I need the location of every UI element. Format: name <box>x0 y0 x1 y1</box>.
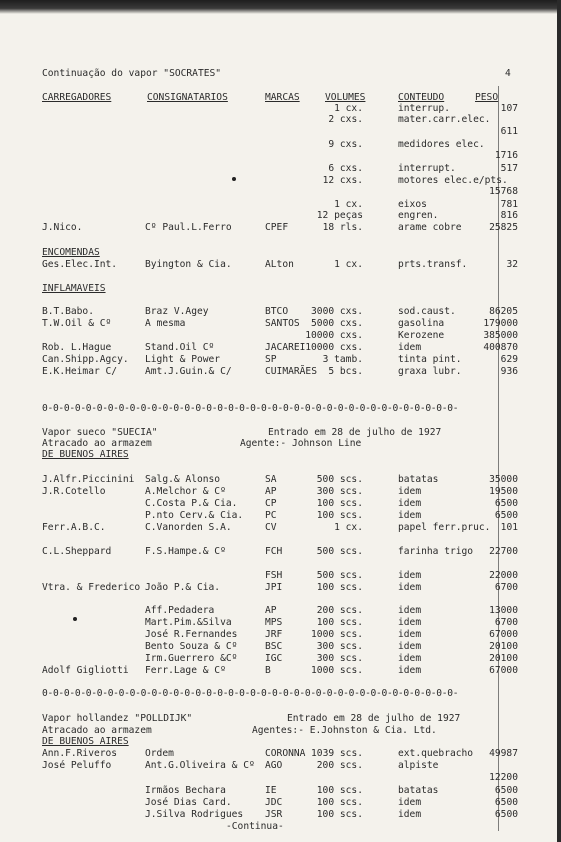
cargo-row-weight: 936 <box>500 366 518 377</box>
cargo-row-weight: 22700 <box>489 546 518 557</box>
vessel-origin: DE BUENOS AIRES <box>42 736 129 747</box>
cargo-row-weight: 86205 <box>489 306 518 317</box>
cargo-row-volume: 300 scs. <box>316 653 363 664</box>
cargo-row-shipper: E.K.Heimar C/ <box>42 366 118 377</box>
cargo-row-volume: 500 scs. <box>316 570 363 581</box>
cargo-row-mark: AGO <box>265 760 283 771</box>
cargo-row-weight: 22000 <box>489 570 518 581</box>
cargo-row-consignee: Amt.J.Guin.& C/ <box>145 366 232 377</box>
column-header: CONTEUDO <box>398 92 445 103</box>
page-number: 4 <box>505 68 511 79</box>
cargo-row-weight: 6500 <box>494 809 518 820</box>
cargo-row-volume: 1 cx. <box>334 522 363 533</box>
separator-line: 0-0-0-0-0-0-0-0-0-0-0-0-0-0-0-0-0-0-0-0-0-0-0-0-0-0-0-0-0-0-0-0-0-0-0-0-0-0- <box>42 403 459 414</box>
cargo-row-volume: 5000 cxs. <box>311 318 363 329</box>
cargo-row-weight: 12200 <box>489 772 518 783</box>
cargo-row-consignee: Bento Souza & Cº <box>145 641 238 652</box>
section-heading: ENCOMENDAS <box>42 247 100 258</box>
cargo-row-volume: 1000 scs. <box>311 629 363 640</box>
cargo-row-volume: 9 cxs. <box>328 139 363 150</box>
cargo-row-weight: 20100 <box>489 641 518 652</box>
cargo-row-mark: FSH <box>265 570 283 581</box>
cargo-row-consignee: C.Vanorden S.A. <box>145 522 232 533</box>
cargo-row-consignee: A mesma <box>145 318 186 329</box>
cargo-row-weight: 49987 <box>489 748 518 759</box>
cargo-row-weight: 385000 <box>483 330 518 341</box>
cargo-row-shipper: Vtra. & Frederico <box>42 582 141 593</box>
cargo-row-mark: CP <box>265 498 277 509</box>
cargo-row-volume: 500 scs. <box>316 474 363 485</box>
cargo-row-weight: 101 <box>500 522 518 533</box>
cargo-row-content: idem <box>398 809 422 820</box>
cargo-row-shipper: Rob. L.Hague <box>42 342 112 353</box>
vessel-entry-date: Entrado em 28 de julho de 1927 <box>287 713 461 724</box>
cargo-row-mark: IE <box>265 785 277 796</box>
cargo-row-content: idem <box>398 498 422 509</box>
column-header: VOLUMES <box>325 92 366 103</box>
cargo-row-mark: CORONNA <box>265 748 306 759</box>
cargo-row-weight: 517 <box>500 163 518 174</box>
cargo-row-weight: 816 <box>500 210 518 221</box>
cargo-row-content: mater.carr.elec. <box>398 114 491 125</box>
ink-spot <box>232 177 236 181</box>
cargo-row-weight: 19500 <box>489 486 518 497</box>
cargo-row-volume: 10000 cxs. <box>305 330 363 341</box>
vessel-agent: Agentes:- E.Johnston & Cia. Ltd. <box>252 725 437 736</box>
cargo-row-shipper: Ges.Elec.Int. <box>42 259 118 270</box>
cargo-row-volume: 3000 cxs. <box>311 306 363 317</box>
cargo-row-content: Kerozene <box>398 330 445 341</box>
cargo-row-mark: BSC <box>265 641 283 652</box>
cargo-row-weight: 67000 <box>489 629 518 640</box>
cargo-row-content: idem <box>398 797 422 808</box>
cargo-row-volume: 100 scs. <box>316 510 363 521</box>
cargo-row-volume: 100 scs. <box>316 785 363 796</box>
cargo-row-volume: 100 scs. <box>316 582 363 593</box>
cargo-row-mark: B <box>265 665 271 676</box>
cargo-row-shipper: C.L.Sheppard <box>42 546 112 557</box>
cargo-row-volume: 1 cx. <box>334 103 363 114</box>
cargo-row-consignee: Stand.Oil Cº <box>145 342 215 353</box>
cargo-row-volume: 6 cxs. <box>328 163 363 174</box>
cargo-row-shipper: Can.Shipp.Agcy. <box>42 354 129 365</box>
cargo-row-content: idem <box>398 641 422 652</box>
cargo-row-content: papel ferr.pruc. <box>398 522 491 533</box>
cargo-row-shipper: J.Nico. <box>42 222 83 233</box>
cargo-row-volume: 1039 scs. <box>311 748 363 759</box>
cargo-row-content: idem <box>398 582 422 593</box>
cargo-row-consignee: Ferr.Lage & Cº <box>145 665 226 676</box>
cargo-row-content: idem <box>398 570 422 581</box>
vessel-name: Vapor sueco "SUECIA" <box>42 427 158 438</box>
cargo-row-weight: 6500 <box>494 498 518 509</box>
cargo-row-weight: 6500 <box>494 797 518 808</box>
cargo-row-content: arame cobre <box>398 222 462 233</box>
cargo-row-consignee: Ordem <box>145 748 174 759</box>
cargo-row-consignee: João P.& Cia. <box>145 582 221 593</box>
cargo-row-consignee: J.Silva Rodrigues <box>145 809 244 820</box>
cargo-row-volume: 12 peças <box>316 210 363 221</box>
cargo-row-volume: 100 scs. <box>316 617 363 628</box>
cargo-row-weight: 781 <box>500 199 518 210</box>
cargo-row-consignee: Aff.Pedadera <box>145 605 215 616</box>
column-header: CONSIGNATARIOS <box>147 92 228 103</box>
cargo-row-mark: CUIMARÃES <box>265 366 317 377</box>
cargo-row-shipper: José Peluffo <box>42 760 112 771</box>
cargo-row-consignee: José Dias Card. <box>145 797 232 808</box>
cargo-row-content: graxa lubr. <box>398 366 462 377</box>
cargo-row-content: idem <box>398 342 422 353</box>
cargo-row-volume: 300 scs. <box>316 486 363 497</box>
cargo-row-consignee: A.Melchor & Cº <box>145 486 226 497</box>
vessel-name: Vapor hollandez "POLLDIJK" <box>42 713 193 724</box>
ink-spot <box>73 617 77 621</box>
vessel-dock: Atracado ao armazem <box>42 725 152 736</box>
cargo-row-shipper: J.R.Cotello <box>42 486 106 497</box>
cargo-row-weight: 20100 <box>489 653 518 664</box>
cargo-row-shipper: Ann.F.Riveros <box>42 748 118 759</box>
cargo-row-content: engren. <box>398 210 439 221</box>
cargo-row-mark: JDC <box>265 797 283 808</box>
cargo-row-volume: 200 scs. <box>316 605 363 616</box>
cargo-row-shipper: Ferr.A.B.C. <box>42 522 106 533</box>
cargo-row-weight: 629 <box>500 354 518 365</box>
cargo-row-content: medidores elec. <box>398 139 485 150</box>
cargo-row-weight: 25825 <box>489 222 518 233</box>
scan-top-edge <box>0 0 561 14</box>
cargo-row-consignee: Byington & Cia. <box>145 259 232 270</box>
cargo-row-shipper: B.T.Babo. <box>42 306 94 317</box>
cargo-row-mark: JSR <box>265 809 283 820</box>
scan-right-edge <box>557 0 561 842</box>
cargo-row-weight: 6500 <box>494 510 518 521</box>
cargo-row-weight: 6500 <box>494 785 518 796</box>
cargo-row-mark: SA <box>265 474 277 485</box>
vessel-entry-date: Entrado em 28 de julho de 1927 <box>268 427 442 438</box>
cargo-row-mark: BTCO <box>265 306 289 317</box>
cargo-row-weight: 179000 <box>483 318 518 329</box>
cargo-row-weight: 15768 <box>489 186 518 197</box>
cargo-row-content: alpiste <box>398 760 439 771</box>
cargo-row-mark: JPI <box>265 582 283 593</box>
cargo-row-content: idem <box>398 629 422 640</box>
cargo-row-weight: 1716 <box>494 150 518 161</box>
cargo-row-weight: 32 <box>506 259 518 270</box>
cargo-row-content: idem <box>398 510 422 521</box>
cargo-row-volume: 1 cx. <box>334 259 363 270</box>
cargo-row-volume: 1000 scs. <box>311 665 363 676</box>
column-header: MARCAS <box>265 92 300 103</box>
cargo-row-content: farinha trigo <box>398 546 474 557</box>
cargo-row-mark: ALton <box>265 259 294 270</box>
cargo-row-volume: 18 rls. <box>322 222 363 233</box>
cargo-row-weight: 67000 <box>489 665 518 676</box>
cargo-row-mark: IGC <box>265 653 283 664</box>
cargo-row-mark: MPS <box>265 617 283 628</box>
cargo-row-consignee: Salg.& Alonso <box>145 474 221 485</box>
cargo-row-content: batatas <box>398 474 439 485</box>
cargo-row-content: motores elec.e/pts. <box>398 175 508 186</box>
cargo-row-volume: 100 scs. <box>316 498 363 509</box>
cargo-row-mark: SANTOS <box>265 318 300 329</box>
cargo-row-volume: 10000 cxs. <box>305 342 363 353</box>
cargo-row-content: gasolina <box>398 318 445 329</box>
cargo-row-mark: FCH <box>265 546 283 557</box>
cargo-row-volume: 3 tamb. <box>322 354 363 365</box>
cargo-row-weight: 6700 <box>494 582 518 593</box>
cargo-row-consignee: Irm.Guerrero &Cº <box>145 653 238 664</box>
column-header: CARREGADORES <box>42 92 112 103</box>
cargo-row-mark: AP <box>265 486 277 497</box>
cargo-row-weight: 35000 <box>489 474 518 485</box>
cargo-row-content: ext.quebracho <box>398 748 474 759</box>
cargo-row-consignee: Ant.G.Oliveira & Cº <box>145 760 255 771</box>
cargo-row-weight: 400870 <box>483 342 518 353</box>
cargo-row-content: idem <box>398 605 422 616</box>
cargo-row-mark: CPEF <box>265 222 289 233</box>
cargo-row-content: interrupt. <box>398 163 456 174</box>
cargo-row-content: batatas <box>398 785 439 796</box>
cargo-row-content: idem <box>398 617 422 628</box>
separator-line: 0-0-0-0-0-0-0-0-0-0-0-0-0-0-0-0-0-0-0-0-0-0-0-0-0-0-0-0-0-0-0-0-0-0-0-0-0-0- <box>42 688 459 699</box>
cargo-row-mark: AP <box>265 605 277 616</box>
cargo-row-shipper: J.Alfr.Piccinini <box>42 474 135 485</box>
cargo-row-weight: 107 <box>500 103 518 114</box>
cargo-row-weight: 13000 <box>489 605 518 616</box>
section-heading: INFLAMAVEIS <box>42 283 106 294</box>
vessel-origin: DE BUENOS AIRES <box>42 449 129 460</box>
cargo-row-content: sod.caust. <box>398 306 456 317</box>
cargo-row-mark: CV <box>265 522 277 533</box>
cargo-row-consignee: Light & Power <box>145 354 221 365</box>
cargo-row-volume: 2 cxs. <box>328 114 363 125</box>
cargo-row-consignee: F.S.Hampe.& Cº <box>145 546 226 557</box>
cargo-row-volume: 12 cxs. <box>322 175 363 186</box>
cargo-row-weight: 6700 <box>494 617 518 628</box>
cargo-row-volume: 5 bcs. <box>328 366 363 377</box>
cargo-row-weight: 611 <box>500 126 518 137</box>
cargo-row-volume: 100 scs. <box>316 809 363 820</box>
cargo-row-content: idem <box>398 486 422 497</box>
cargo-row-shipper: T.W.Oil & Cº <box>42 318 112 329</box>
cargo-row-mark: JACAREI <box>265 342 306 353</box>
cargo-row-content: idem <box>398 665 422 676</box>
cargo-row-volume: 100 scs. <box>316 797 363 808</box>
cargo-row-mark: SP <box>265 354 277 365</box>
cargo-row-consignee: Irmãos Bechara <box>145 785 226 796</box>
cargo-row-consignee: C.Costa P.& Cia. <box>145 498 238 509</box>
cargo-row-consignee: José R.Fernandes <box>145 629 238 640</box>
cargo-row-content: eixos <box>398 199 427 210</box>
cargo-row-content: interrup. <box>398 103 450 114</box>
cargo-row-consignee: P.nto Cerv.& Cia. <box>145 510 244 521</box>
cargo-row-volume: 1 cx. <box>334 199 363 210</box>
ruled-vertical-line <box>498 86 499 831</box>
cargo-row-volume: 200 scs. <box>316 760 363 771</box>
cargo-row-consignee: Braz V.Agey <box>145 306 209 317</box>
continues-note: -Continua- <box>226 821 284 832</box>
column-header: PESO <box>475 92 499 103</box>
cargo-row-volume: 300 scs. <box>316 641 363 652</box>
cargo-row-volume: 500 scs. <box>316 546 363 557</box>
cargo-row-mark: JRF <box>265 629 283 640</box>
cargo-row-consignee: Mart.Pim.&Silva <box>145 617 232 628</box>
vessel-agent: Agente:- Johnson Line <box>240 438 362 449</box>
cargo-row-content: tinta pint. <box>398 354 462 365</box>
cargo-row-mark: PC <box>265 510 277 521</box>
vessel-dock: Atracado ao armazem <box>42 438 152 449</box>
cargo-row-content: idem <box>398 653 422 664</box>
cargo-row-consignee: Cº Paul.L.Ferro <box>145 222 232 233</box>
document-title: Continuação do vapor "SOCRATES" <box>42 68 222 79</box>
cargo-row-content: prts.transf. <box>398 259 468 270</box>
cargo-row-shipper: Adolf Gigliotti <box>42 665 129 676</box>
